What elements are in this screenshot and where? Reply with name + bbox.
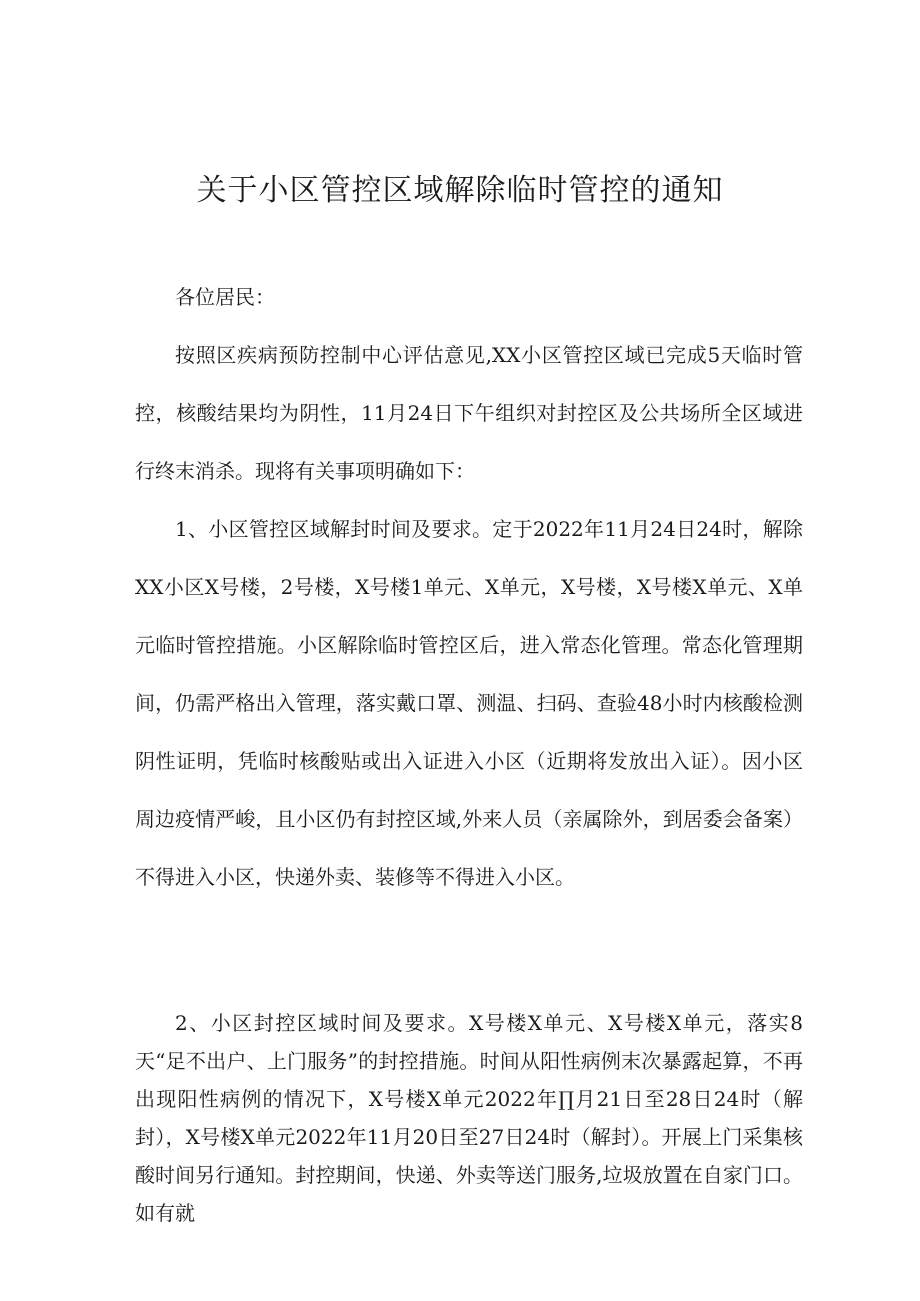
paragraph-item-1: 1、小区管控区域解封时间及要求。定于2022年11月24日24时，解除XX小区X号楼，2号楼，X号楼1单元、X单元，X号楼，X号楼X单元、X单元临时管控措施。小区解除临时管控区后，进入常态化管理。常态化管理期间，仍需严格出入管理，落实戴口罩、测温、扫码、查验48小时内核酸检测阴性证明，凭临时核酸贴或出入证进入小区（近期将发放出入证）。因小区周边疫情严峻，且小区仍有封控区域,外来人员（亲属除外，到居委会备案）不得进入小区，快递外卖、装修等不得进入小区。 <box>135 517 803 889</box>
document-body-upper <box>135 268 803 906</box>
paragraph-intro: 按照区疾病预防控制中心评估意见,XX小区管控区域已完成5天临时管控，核酸结果均为阴性，11月24日下午组织对封控区及公共场所全区域进行终末消杀。现将有关事项明确如下： <box>135 343 803 483</box>
salutation: 各位居民： <box>175 285 275 309</box>
document-body-lower <box>135 1004 803 1232</box>
paragraph-item-2: 2、小区封控区域时间及要求。X号楼X单元、X号楼X单元，落实8天“足不出户、上门服务”的封控措施。时间从阳性病例末次暴露起算，不再出现阳性病例的情况下，X号楼X单元2022年∏月21日至28日24时（解封），X号楼X单元2022年11月20日至27日24时（解封）。开展上门采集核酸时间另行通知。封控期间，快递、外卖等送门服务,垃圾放置在自家门口。如有就 <box>135 1011 803 1225</box>
document-title: 关于小区管控区域解除临时管控的通知 <box>196 173 724 208</box>
